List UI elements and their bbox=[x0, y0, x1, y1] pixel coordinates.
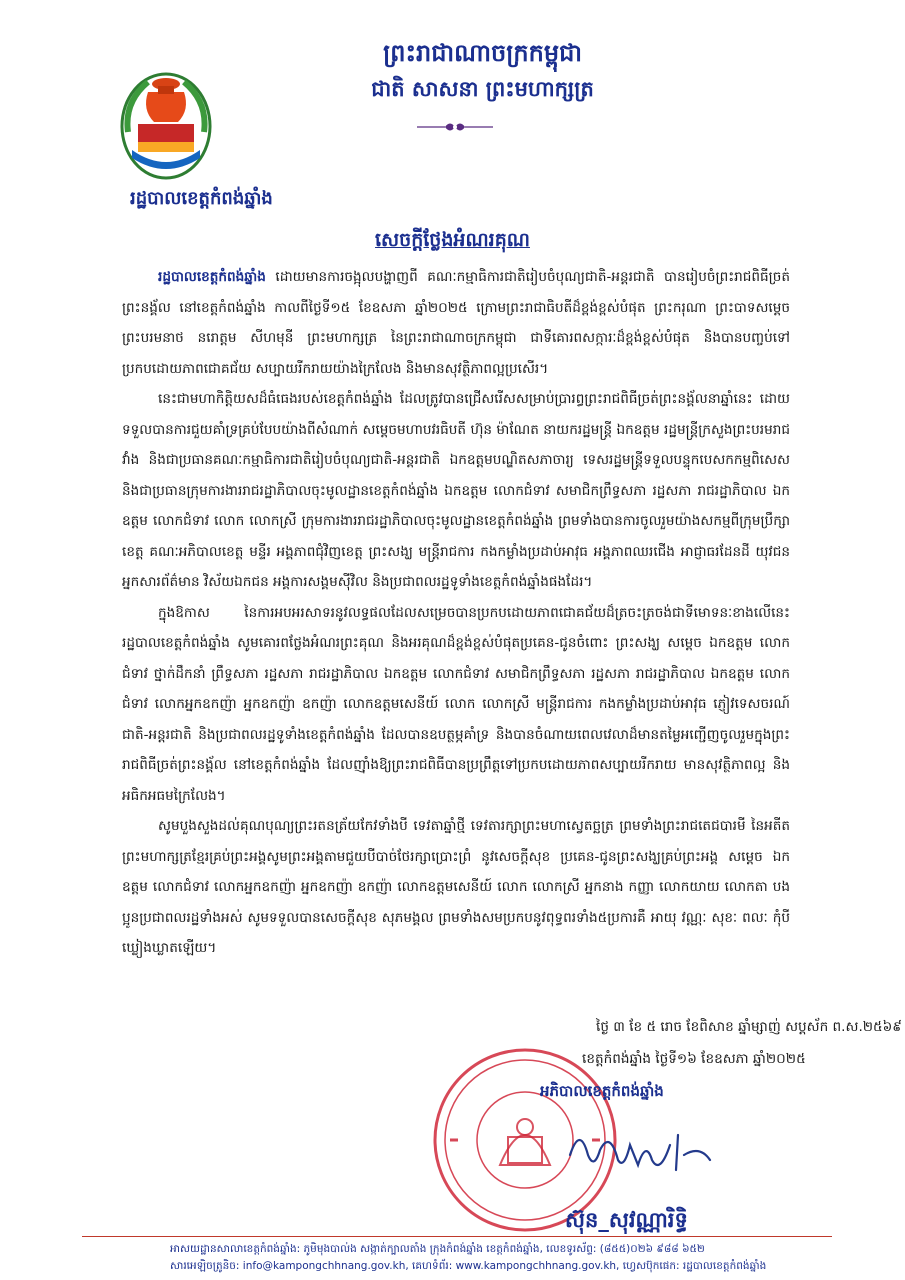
issuing-authority: រដ្ឋបាលខេត្តកំពង់ឆ្នាំង bbox=[130, 188, 273, 209]
paragraph-1 bbox=[122, 262, 790, 384]
kingdom-title: ព្រះរាជាណាចក្រកម្ពុជា bbox=[383, 39, 582, 67]
paragraph-2 bbox=[122, 384, 790, 598]
lunar-date: ថ្ងៃ ៣ ខែ ៥ រោច ខែពិសាខ ឆ្នាំម្សាញ់ សប្តស័ក ព.ស.២៥៦៩ bbox=[596, 1019, 902, 1035]
paragraph-text: ក្នុងឱកាស នៃការអបអរសាទរនូវលទ្ធផលដែលសម្រេចបានប្រកបដោយភាពជោគជ័យដ៏ត្រចះត្រចង់ជាទីមោទនៈខាងលើនេះ រដ្ឋបាលខេត្តកំពង់ឆ្នាំង សូមគោរពថ្លែងអំណរព្រះគុណ និងអរគុណដ៏ខ្ពង់ខ្ពស់បំផុតប្រគេន-ជូនចំពោះ ព្រះសង្ឃ សម្តេច ឯកឧត្តម លោកជំទាវ ថ្នាក់ដឹកនាំ ព្រឹទ្ធសភា រដ្ឋសភា រាជរដ្ឋាភិបាល ឯកឧត្តម លោកជំទាវ សមាជិកព្រឹទ្ធសភា រដ្ឋសភា រាជរដ្ឋាភិបាល ឯកឧត្តម លោកជំទាវ លោកអ្នកឧកញ៉ា អ្នកឧកញ៉ា ឧកញ៉ា លោកឧត្តមសេនីយ៍ លោក លោកស្រី មន្ត្រីរាជការ កងកម្លាំងប្រដាប់អាវុធ ភ្ញៀវទេសចរណ៍ជាតិ-អន្តរជាតិ និងប្រជាពលរដ្ឋទូទាំងខេត្តកំពង់ឆ្នាំង ដែលបានឧបត្ថម្ភគាំទ្រ និងបានចំណាយពេលវេលាដ៏មានតម្លៃអញ្ជើញចូលរួមក្នុងព្រះរាជពិធីច្រត់ព្រះនង្គ័ល នៅខេត្តកំពង់ឆ្នាំង ដែលញ៉ាំងឱ្យព្រះរាជពិធីបានប្រព្រឹត្តទៅប្រកបដោយភាពសប្បាយរីករាយ មានសុវត្ថិភាពល្អ និងអធិកអធមក្រៃលែង។ bbox=[122, 604, 790, 804]
paragraph-4 bbox=[122, 811, 790, 964]
signer-title: អភិបាលខេត្តកំពង់ឆ្នាំង bbox=[540, 1082, 664, 1100]
solar-date: ខេត្តកំពង់ឆ្នាំង ថ្ងៃទី១៦ ខែឧសភា ឆ្នាំ២០២៥ bbox=[582, 1051, 806, 1067]
paragraph-3 bbox=[122, 598, 790, 812]
footer-divider bbox=[82, 1236, 832, 1237]
footer-contact: សារអេឡិចត្រូនិច: info@kampongchhnang.gov.kh, គេហទំព័រ: www.kampongchhnang.gov.kh, ហ្វេសប៊ុកផេក: រដ្ឋបាលខេត្តកំពង់ឆ្នាំង bbox=[170, 1260, 767, 1272]
national-motto: ជាតិ សាសនា ព្រះមហាក្សត្រ bbox=[371, 77, 594, 101]
footer-address: អាសយដ្ឋានសាលាខេត្តកំពង់ឆ្នាំង: ភូមិមុងបាល់ង សង្កាត់ក្បាលតាំង ក្រុងកំពង់ឆ្នាំង ខេត្តកំពង់ឆ្នាំង, លេខទូរស័ព្ទ: (៨៥៥)០២៦ ៩៨៨ ៦៥២ bbox=[170, 1243, 705, 1255]
paragraph-text: នេះជាមហាកិត្តិយសដ៏ធំធេងរបស់ខេត្តកំពង់ឆ្នាំង ដែលត្រូវបានជ្រើសរើសសម្រាប់ប្រារព្ធព្រះរាជពិធីច្រត់ព្រះនង្គ័លនាឆ្នាំនេះ ដោយទទួលបានការជួយគាំទ្រគ្រប់បែបយ៉ាងពីសំណាក់ សម្តេចមហាបវរធិបតី ហ៊ុន ម៉ាណែត នាយករដ្ឋមន្ត្រី ឯកឧត្តម រដ្ឋមន្ត្រីក្រសួងព្រះបរមរាជវាំង និងជាប្រធានគណៈកម្មាធិការជាតិរៀបចំបុណ្យជាតិ-អន្តរជាតិ ឯកឧត្តមបណ្ឌិតសភាចារ្យ ទេសរដ្ឋមន្ត្រីទទួលបន្ទុកបេសកកម្មពិសេស និងជាប្រធានក្រុមការងាររាជរដ្ឋាភិបាលចុះមូលដ្ឋានខេត្តកំពង់ឆ្នាំង ឯកឧត្តម លោកជំទាវ សមាជិកព្រឹទ្ធសភា រដ្ឋសភា រាជរដ្ឋាភិបាល ឯកឧត្តម លោកជំទាវ លោក លោកស្រី ក្រុមការងាររាជរដ្ឋាភិបាលចុះមូលដ្ឋានខេត្តកំពង់ឆ្នាំង ព្រមទាំងបានការចូលរួមយ៉ាងសកម្មពីក្រុមប្រឹក្សាខេត្ត គណៈអភិបាលខេត្ត មន្ទីរ អង្គភាពជុំវិញខេត្ត ព្រះសង្ឃ មន្ត្រីរាជការ កងកម្លាំងប្រដាប់អាវុធ អង្គភាពឈរជើង អាជ្ញាធរដែនដី យុវជន អ្នកសារព័ត៌មាន វិស័យឯកជន អង្គការសង្គមស៊ីវិល និងប្រជាពលរដ្ឋទូទាំងខេត្តកំពង់ឆ្នាំងផងដែរ។ bbox=[122, 391, 790, 590]
letter-body bbox=[122, 262, 790, 964]
paragraph-text: ដោយមានការចង្អុលបង្ហាញពី គណៈកម្មាធិការជាតិរៀបចំបុណ្យជាតិ-អន្តរជាតិ បានរៀបចំព្រះរាជពិធីច្រត់ព្រះនង្គ័ល នៅខេត្តកំពង់ឆ្នាំង កាលពីថ្ងៃទី១៥ ខែឧសភា ឆ្នាំ២០២៥ ក្រោមព្រះរាជាធិបតីដ៏ខ្ពង់ខ្ពស់បំផុត ព្រះករុណា ព្រះបាទសម្តេច ព្រះបរមនាថ នរោត្តម សីហមុនី ព្រះមហាក្សត្រ នៃព្រះរាជាណាចក្រកម្ពុជា ជាទីគោរពសក្ការៈដ៏ខ្ពង់ខ្ពស់បំផុត និងបានបញ្ចប់ទៅប្រកបដោយភាពជោគជ័យ សប្បាយរីករាយយ៉ាងក្រៃលែង និងមានសុវត្ថិភាពល្អប្រសើរ។ bbox=[122, 269, 790, 377]
paragraph-text: សូមបួងសួងដល់គុណបុណ្យព្រះរតនត្រ័យកែវទាំងបី ទេវតាឆ្នាំថ្មី ទេវតារក្សាព្រះមហាស្វេតច្ឆត្រ ព្រមទាំងព្រះរាជតេជបារមី នៃអតីតព្រះមហាក្សត្រខ្មែរគ្រប់ព្រះអង្គសូមព្រះអង្គតាមជួយបីបាច់ថែរក្សាប្រោះព្រំ នូវសេចក្តីសុខ ប្រគេន-ជូនព្រះសង្ឃគ្រប់ព្រះអង្គ សម្តេច ឯកឧត្តម លោកជំទាវ លោកអ្នកឧកញ៉ា អ្នកឧកញ៉ា ឧកញ៉ា លោកឧត្តមសេនីយ៍ លោក លោកស្រី អ្នកនាង កញ្ញា លោកយាយ លោកតា បងប្អូនប្រជាពលរដ្ឋទាំងអស់ សូមទទួលបានសេចក្តីសុខ សុភមង្គល ព្រមទាំងសមប្រកបនូវពុទ្ធពរទាំង៥ប្រការគឺ អាយុ វណ្ណៈ សុខៈ ពលៈ កុំបីឃ្លៀងឃ្លាតឡើយ។ bbox=[122, 818, 790, 956]
signer-name: ស៊ុន_សុវណ្ណារិទ្ធិ bbox=[565, 1208, 688, 1232]
handwritten-signature bbox=[560, 1115, 720, 1185]
document-title: សេចក្តីថ្លែងអំណរគុណ bbox=[375, 229, 530, 251]
ornament-divider-icon bbox=[415, 118, 495, 136]
paragraph-lead: រដ្ឋបាលខេត្តកំពង់ឆ្នាំង bbox=[158, 269, 266, 285]
